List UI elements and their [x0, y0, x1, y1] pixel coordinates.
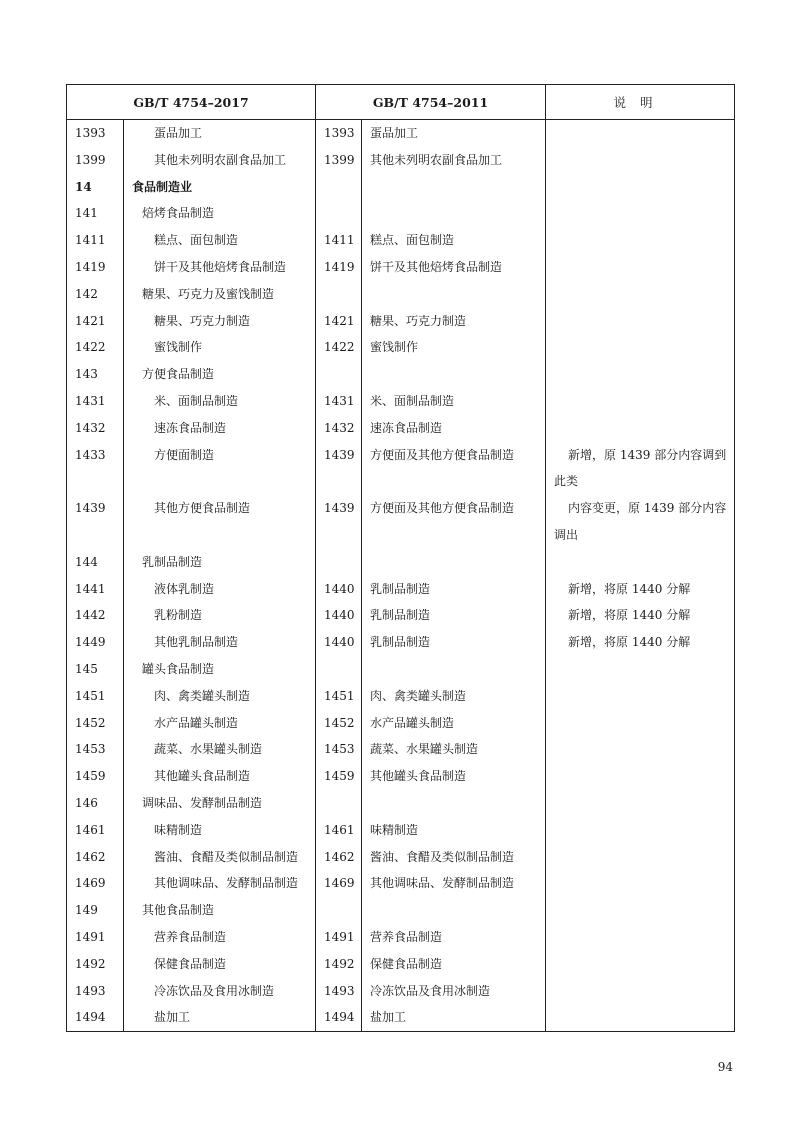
note-cell [546, 656, 735, 683]
code-2011-cell: 1432 [316, 415, 362, 442]
header-notes: 说明 [546, 85, 735, 120]
code-2017-cell: 1469 [67, 870, 124, 897]
code-2011-cell: 1421 [316, 308, 362, 335]
name-2017-cell: 酱油、食醋及类似制品制造 [124, 844, 316, 871]
note-cell [546, 763, 735, 790]
name-2017-cell: 蛋品加工 [124, 120, 316, 147]
name-2017-cell: 焙烤食品制造 [124, 200, 316, 227]
code-2017-cell: 142 [67, 281, 124, 308]
code-2011-cell [316, 200, 362, 227]
code-2011-cell [316, 897, 362, 924]
note-cell [546, 120, 735, 147]
table-header [67, 85, 735, 120]
table-row [67, 844, 735, 871]
note-cell [546, 790, 735, 817]
classification-table [66, 84, 735, 1032]
header-std-2011: GB/T 4754–2011 [316, 85, 546, 120]
table-row [67, 924, 735, 951]
code-2017-cell: 1441 [67, 576, 124, 603]
table-row [67, 495, 735, 549]
table-row [67, 763, 735, 790]
table-row [67, 817, 735, 844]
code-2017-cell: 14 [67, 174, 124, 201]
note-cell [546, 442, 735, 496]
code-2017-cell: 1419 [67, 254, 124, 281]
code-2017-cell: 143 [67, 361, 124, 388]
header-std-2017: GB/T 4754–2017 [67, 85, 316, 120]
name-2011-cell: 饼干及其他焙烤食品制造 [362, 254, 546, 281]
table-row [67, 629, 735, 656]
note-text: 新增，将原 1440 分解 [568, 635, 691, 650]
note-cell [546, 200, 735, 227]
table-row [67, 602, 735, 629]
note-cell [546, 281, 735, 308]
code-2011-cell: 1462 [316, 844, 362, 871]
name-2017-cell: 蜜饯制作 [124, 334, 316, 361]
name-2017-cell: 味精制造 [124, 817, 316, 844]
name-2017-cell: 保健食品制造 [124, 951, 316, 978]
name-2011-cell [362, 174, 546, 201]
name-2011-cell [362, 549, 546, 576]
name-2017-cell: 蔬菜、水果罐头制造 [124, 736, 316, 763]
note-cell [546, 388, 735, 415]
table-row [67, 334, 735, 361]
name-2017-cell: 方便面制造 [124, 442, 316, 496]
name-2011-cell: 速冻食品制造 [362, 415, 546, 442]
name-2011-cell: 其他调味品、发酵制品制造 [362, 870, 546, 897]
code-2011-cell [316, 281, 362, 308]
note-text: 内容变更，原 1439 部分内容调出 [554, 501, 727, 542]
table-row [67, 361, 735, 388]
name-2017-cell: 液体乳制造 [124, 576, 316, 603]
name-2011-cell: 盐加工 [362, 1004, 546, 1031]
table-row [67, 1004, 735, 1031]
note-cell [546, 683, 735, 710]
table-row [67, 870, 735, 897]
code-2017-cell: 1411 [67, 227, 124, 254]
code-2017-cell: 1453 [67, 736, 124, 763]
code-2017-cell: 1494 [67, 1004, 124, 1031]
table-row [67, 200, 735, 227]
code-2011-cell [316, 361, 362, 388]
code-2011-cell: 1494 [316, 1004, 362, 1031]
name-2011-cell: 冷冻饮品及食用冰制造 [362, 978, 546, 1005]
note-cell [546, 174, 735, 201]
name-2011-cell: 酱油、食醋及类似制品制造 [362, 844, 546, 871]
name-2017-cell: 食品制造业 [124, 174, 316, 201]
name-2011-cell: 乳制品制造 [362, 576, 546, 603]
table-row [67, 683, 735, 710]
note-cell [546, 495, 735, 549]
code-2011-cell: 1452 [316, 710, 362, 737]
name-2017-cell: 营养食品制造 [124, 924, 316, 951]
code-2011-cell: 1439 [316, 442, 362, 496]
note-cell [546, 254, 735, 281]
code-2011-cell: 1431 [316, 388, 362, 415]
code-2011-cell: 1451 [316, 683, 362, 710]
name-2017-cell: 盐加工 [124, 1004, 316, 1031]
code-2017-cell: 1462 [67, 844, 124, 871]
name-2011-cell: 蔬菜、水果罐头制造 [362, 736, 546, 763]
code-2011-cell: 1493 [316, 978, 362, 1005]
table-row [67, 415, 735, 442]
table-row [67, 790, 735, 817]
table-row [67, 442, 735, 496]
table-row [67, 951, 735, 978]
code-2017-cell: 1493 [67, 978, 124, 1005]
name-2011-cell: 乳制品制造 [362, 602, 546, 629]
code-2017-cell: 1433 [67, 442, 124, 496]
name-2017-cell: 罐头食品制造 [124, 656, 316, 683]
code-2011-cell: 1422 [316, 334, 362, 361]
name-2011-cell: 米、面制品制造 [362, 388, 546, 415]
code-2017-cell: 145 [67, 656, 124, 683]
code-2017-cell: 146 [67, 790, 124, 817]
code-2011-cell: 1453 [316, 736, 362, 763]
name-2011-cell [362, 361, 546, 388]
name-2011-cell [362, 281, 546, 308]
name-2017-cell: 其他罐头食品制造 [124, 763, 316, 790]
code-2011-cell: 1492 [316, 951, 362, 978]
name-2011-cell: 保健食品制造 [362, 951, 546, 978]
code-2011-cell: 1440 [316, 629, 362, 656]
name-2011-cell: 乳制品制造 [362, 629, 546, 656]
code-2011-cell: 1419 [316, 254, 362, 281]
table-row [67, 147, 735, 174]
code-2011-cell [316, 549, 362, 576]
code-2017-cell: 1451 [67, 683, 124, 710]
code-2017-cell: 1492 [67, 951, 124, 978]
name-2017-cell: 糖果、巧克力制造 [124, 308, 316, 335]
note-cell [546, 576, 735, 603]
name-2011-cell: 糖果、巧克力制造 [362, 308, 546, 335]
code-2011-cell [316, 174, 362, 201]
name-2011-cell: 蛋品加工 [362, 120, 546, 147]
note-text: 新增，原 1439 部分内容调到此类 [554, 447, 727, 489]
note-cell [546, 147, 735, 174]
note-cell [546, 1004, 735, 1031]
table-body [67, 120, 735, 1032]
table-row [67, 978, 735, 1005]
code-2017-cell: 1431 [67, 388, 124, 415]
table-row [67, 710, 735, 737]
code-2011-cell: 1440 [316, 602, 362, 629]
note-cell [546, 897, 735, 924]
code-2017-cell: 1432 [67, 415, 124, 442]
code-2017-cell: 1422 [67, 334, 124, 361]
note-cell [546, 736, 735, 763]
name-2017-cell: 方便食品制造 [124, 361, 316, 388]
code-2011-cell: 1411 [316, 227, 362, 254]
code-2011-cell: 1399 [316, 147, 362, 174]
note-cell [546, 415, 735, 442]
table-row [67, 388, 735, 415]
page-number: 94 [717, 1060, 733, 1074]
note-cell [546, 629, 735, 656]
name-2011-cell: 方便面及其他方便食品制造 [362, 442, 546, 496]
table-row [67, 308, 735, 335]
name-2011-cell: 糕点、面包制造 [362, 227, 546, 254]
code-2011-cell: 1439 [316, 495, 362, 549]
name-2017-cell: 饼干及其他焙烤食品制造 [124, 254, 316, 281]
note-cell [546, 817, 735, 844]
note-cell [546, 361, 735, 388]
code-2011-cell [316, 790, 362, 817]
code-2017-cell: 1449 [67, 629, 124, 656]
code-2011-cell: 1440 [316, 576, 362, 603]
note-cell [546, 951, 735, 978]
name-2017-cell: 乳粉制造 [124, 602, 316, 629]
code-2017-cell: 144 [67, 549, 124, 576]
name-2011-cell: 其他未列明农副食品加工 [362, 147, 546, 174]
code-2017-cell: 141 [67, 200, 124, 227]
name-2011-cell: 蜜饯制作 [362, 334, 546, 361]
name-2017-cell: 冷冻饮品及食用冰制造 [124, 978, 316, 1005]
name-2017-cell: 其他未列明农副食品加工 [124, 147, 316, 174]
code-2011-cell: 1469 [316, 870, 362, 897]
table-row [67, 120, 735, 147]
name-2017-cell: 速冻食品制造 [124, 415, 316, 442]
note-cell [546, 710, 735, 737]
table-row [67, 549, 735, 576]
table-row [67, 174, 735, 201]
note-cell [546, 334, 735, 361]
note-cell [546, 978, 735, 1005]
code-2017-cell: 1421 [67, 308, 124, 335]
code-2017-cell: 1442 [67, 602, 124, 629]
name-2017-cell: 其他食品制造 [124, 897, 316, 924]
note-cell [546, 602, 735, 629]
name-2017-cell: 调味品、发酵制品制造 [124, 790, 316, 817]
code-2017-cell: 1452 [67, 710, 124, 737]
table-row [67, 254, 735, 281]
note-cell [546, 549, 735, 576]
note-cell [546, 844, 735, 871]
name-2011-cell: 方便面及其他方便食品制造 [362, 495, 546, 549]
code-2017-cell: 1461 [67, 817, 124, 844]
code-2017-cell: 1393 [67, 120, 124, 147]
code-2017-cell: 1399 [67, 147, 124, 174]
name-2017-cell: 乳制品制造 [124, 549, 316, 576]
code-2011-cell: 1461 [316, 817, 362, 844]
note-text: 新增，将原 1440 分解 [568, 581, 691, 596]
name-2011-cell: 味精制造 [362, 817, 546, 844]
name-2017-cell: 其他方便食品制造 [124, 495, 316, 549]
name-2011-cell: 其他罐头食品制造 [362, 763, 546, 790]
table-row [67, 897, 735, 924]
name-2011-cell: 肉、禽类罐头制造 [362, 683, 546, 710]
name-2011-cell [362, 897, 546, 924]
name-2017-cell: 水产品罐头制造 [124, 710, 316, 737]
name-2011-cell [362, 200, 546, 227]
name-2017-cell: 其他调味品、发酵制品制造 [124, 870, 316, 897]
code-2011-cell: 1393 [316, 120, 362, 147]
code-2017-cell: 149 [67, 897, 124, 924]
code-2017-cell: 1439 [67, 495, 124, 549]
table-row [67, 736, 735, 763]
note-cell [546, 227, 735, 254]
name-2017-cell: 糕点、面包制造 [124, 227, 316, 254]
name-2011-cell [362, 656, 546, 683]
name-2011-cell: 水产品罐头制造 [362, 710, 546, 737]
code-2017-cell: 1491 [67, 924, 124, 951]
note-cell [546, 924, 735, 951]
code-2011-cell: 1459 [316, 763, 362, 790]
code-2011-cell: 1491 [316, 924, 362, 951]
name-2017-cell: 米、面制品制造 [124, 388, 316, 415]
name-2017-cell: 糖果、巧克力及蜜饯制造 [124, 281, 316, 308]
name-2017-cell: 其他乳制品制造 [124, 629, 316, 656]
table-row [67, 281, 735, 308]
name-2017-cell: 肉、禽类罐头制造 [124, 683, 316, 710]
code-2011-cell [316, 656, 362, 683]
note-text: 新增，将原 1440 分解 [568, 608, 691, 623]
table-row [67, 227, 735, 254]
code-2017-cell: 1459 [67, 763, 124, 790]
name-2011-cell [362, 790, 546, 817]
table-row [67, 576, 735, 603]
note-cell [546, 308, 735, 335]
table-row [67, 656, 735, 683]
note-cell [546, 870, 735, 897]
name-2011-cell: 营养食品制造 [362, 924, 546, 951]
